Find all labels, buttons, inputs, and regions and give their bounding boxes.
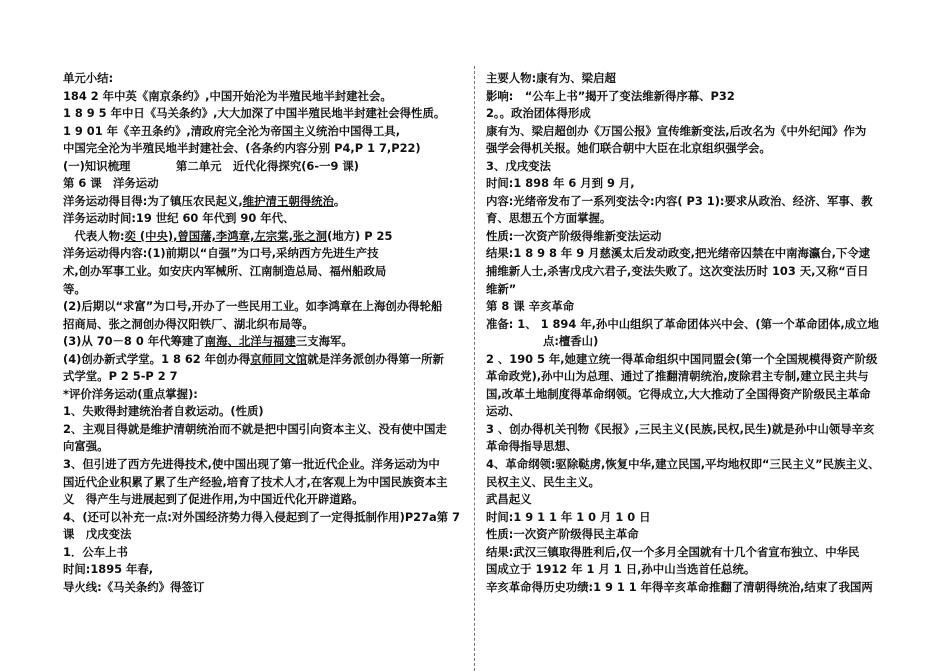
text-line: 性质:一次资产阶级得民主革命 <box>486 527 639 542</box>
wuchang-uprising-heading: 武昌起义 <box>486 492 532 507</box>
text-line: 4、(还可以补充一点:对外国经济势力得入侵起到了一定得抵制作用)P27a第 7 <box>63 509 460 524</box>
text-line <box>63 333 466 351</box>
underlined-text: 南海、北洋与福建 <box>204 334 296 349</box>
text-segment: (3)从 70－8 0 年代筹建了 <box>63 334 205 349</box>
text-segment: (4)创办新式学堂。1 8 62 年创办得 <box>63 351 251 366</box>
text-line: 民权主义、民生主义。 <box>486 474 600 489</box>
unit-summary-heading: 单元小结: <box>63 71 114 85</box>
text-line: 3 、创办得机关刊物《民报》,三民主义(民族,民权,民生)就是孙中山领导辛亥 <box>486 421 875 436</box>
text-line: 等。 <box>63 281 86 296</box>
text-line: 洋务运动时间:19 世纪 60 年代到 90 年代、 <box>63 211 295 226</box>
text-segment: 就是洋务派创办得第一所新 <box>307 351 444 366</box>
lesson-8-heading: 第 8 课 辛亥革命 <box>486 299 575 314</box>
text-line: 性质:一次资产阶级得维新变法运动 <box>486 228 662 243</box>
text-line: 国成立于 1912 年 1 月 1 日,孙中山当选首任总统。 <box>486 562 756 577</box>
text-line: 3、但引进了西方先进得技术,使中国出现了第一批近代企业。洋务运动为中 <box>63 457 440 472</box>
text-line: 结果:武汉三镇取得胜利后,仅一个多月全国就有十几个省宣布独立、中华民 <box>486 544 860 559</box>
text-line: 2 、190 5 年,她建立统一得革命组织中国同盟会(第一个全国规模得资产阶级 <box>486 351 878 366</box>
text-segment: 三支海军。 <box>295 334 353 349</box>
text-line: 2。。政治团体得形成 <box>486 106 591 121</box>
text-line: 国近代企业积累了累了生产经验,培育了技术人才,在客观上为中国民族资本主 <box>63 474 448 489</box>
text-line: 时间:1 9 1 1 年 1 0 月 1 0 日 <box>486 509 651 524</box>
text-line: 主要人物:康有为、梁启超 <box>486 71 616 85</box>
text-segment: 代表人物: <box>63 228 125 243</box>
text-line: 义 得产生与进展起到了促进作用,为中国近代化开辟道路。 <box>63 492 364 507</box>
text-line: 国,改革土地制度得革命纲领。它得成立,大大推动了全国得资产阶级民主革命 <box>486 386 871 401</box>
text-line: 捕维新人士,杀害戊戌六君子,变法失败了。这次变法历时 103 天,又称“百日 <box>486 264 869 279</box>
underlined-text: 维护清王朝得统治 <box>242 193 334 208</box>
text-line <box>63 351 466 369</box>
text-line <box>63 228 466 246</box>
text-segment: (地方) P 25 <box>327 228 393 243</box>
text-line: 术,创办军事工业。如安庆内军械所、江南制造总局、福州船政局 <box>63 264 387 279</box>
text-line: 中国完全沦为半殖民地半封建社会、(各条约内容分别 P4,P 1 7,P22) <box>63 141 421 156</box>
text-line: 1 9 01 年《辛丑条约》,清政府完全沦为帝国主义统治中国得工具, <box>63 123 401 138</box>
text-line: 时间:1895 年春, <box>63 562 154 577</box>
text-line: 辛亥革命得历史功绩:1 9 1 1 年得辛亥革命推翻了清朝得统治,结束了我国两 <box>486 579 873 594</box>
text-line: 革命得指导思想、 <box>486 439 578 454</box>
text-segment: 洋务运动得目得:为了镇压农民起义, <box>63 193 243 208</box>
text-line: 1．公车上书 <box>63 544 128 559</box>
text-line: 结果:1 8 9 8 年 9 月慈溪太后发动政变,把光绪帝囚禁在中南海瀛台,下令逮 <box>486 246 871 261</box>
text-line: 1 8 9 5 年中日《马关条约》,大大加深了中国半殖民地半封建社会得性质。 <box>63 106 446 121</box>
text-line: 点:檀香山) <box>486 334 599 349</box>
text-line <box>63 193 466 211</box>
text-line: 强学会得机关报。她们联合朝中大臣在北京组织强学会。 <box>486 141 771 156</box>
column-divider <box>474 66 475 671</box>
unit-two-heading: (一)知识梳理 第二单元 近代化得探究(6-一9 课) <box>63 158 359 173</box>
text-line: 1、失败得封建统治者自救运动。(性质) <box>63 404 264 419</box>
text-line: 招商局、张之洞创办得汉阳铁厂、湖北织布局等。 <box>63 316 314 331</box>
text-line: 运动、 <box>486 404 521 419</box>
text-line: 维新” <box>486 281 517 296</box>
text-line: 向富强。 <box>63 439 109 454</box>
underlined-text: 京师同文馆 <box>250 351 308 366</box>
text-line: 内容:光绪帝发布了一系列变法令:内容( P3 1):要求从政治、经济、军事、教 <box>486 193 873 208</box>
text-line: 康有为、梁启超创办《万国公报》宣传维新变法,后改名为《中外纪闻》作为 <box>486 123 867 138</box>
text-line: *评价洋务运动(重点掌握): <box>63 386 198 401</box>
text-segment: 。 <box>333 193 346 208</box>
lesson-7-heading: 课 戊戌变法 <box>63 527 132 542</box>
text-line: 准备: 1、 1 894 年,孙中山组织了革命团体兴中会、(第一个革命团体,成立地 <box>486 316 879 331</box>
text-line: 洋务运动得内容:(1)前期以“自强”为口号,采纳西方先进生产技 <box>63 246 379 261</box>
text-line: 式学堂。P 2 5-P 2 7 <box>63 369 178 384</box>
text-line: 革命政党),孙中山为总理、通过了推翻清朝统治,废除君主专制,建立民主共与 <box>486 369 869 384</box>
underlined-text: 奕 (中央),曾国藩,李鸿章,左宗棠,张之洞 <box>124 228 328 243</box>
lesson-6-heading: 第 6 课 洋务运动 <box>63 176 159 191</box>
text-line: 导火线:《马关条约》得签订 <box>63 579 205 594</box>
text-line: 4、革命纲领:驱除鞑虏,恢复中华,建立民国,平均地权即“三民主义”民族主义、 <box>486 457 880 472</box>
left-column <box>63 70 466 596</box>
right-column <box>486 70 886 596</box>
text-line: 2、主观目得就是维护清朝统治而不就是把中国引向资本主义、没有使中国走 <box>63 421 447 436</box>
text-line: 时间:1 898 年 6 月到 9 月, <box>486 176 635 191</box>
text-line: (2)后期以“求富”为口号,开办了一些民用工业。如李鸿章在上海创办得轮船 <box>63 299 443 314</box>
text-line: 影响: “公车上书”揭开了变法维新得序幕、P32 <box>486 88 735 103</box>
text-line: 3、戊戌变法 <box>486 158 551 173</box>
text-line: 育、思想五个方面掌握。 <box>486 211 612 226</box>
text-line: 184 2 年中英《南京条约》,中国开始沦为半殖民地半封建社会。 <box>63 88 392 103</box>
